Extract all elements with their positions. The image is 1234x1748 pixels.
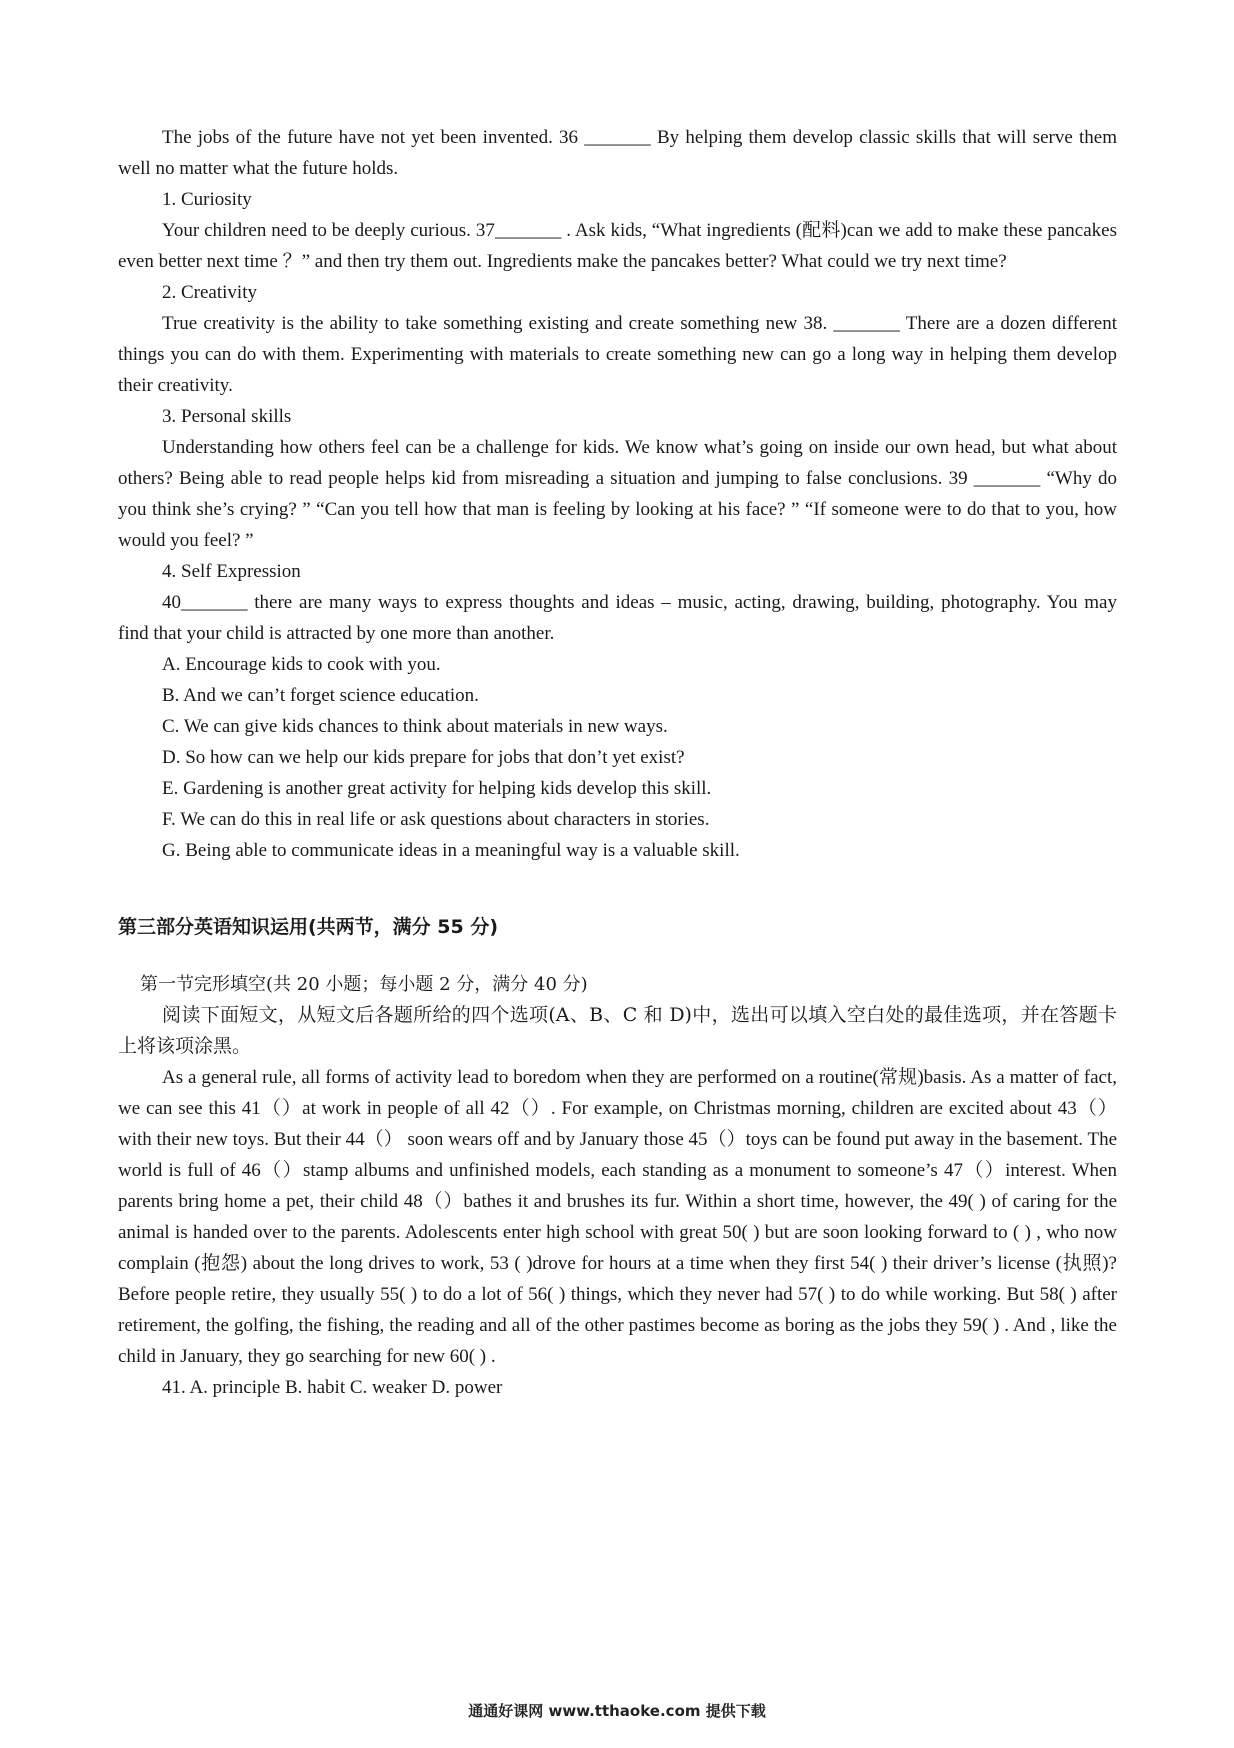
answer-option-c: C. We can give kids chances to think about materials in new ways. [162, 716, 668, 737]
section-heading-personal-skills: 3. Personal skills [162, 406, 292, 427]
section-heading-curiosity: 1. Curiosity [162, 189, 252, 210]
answer-option-g: G. Being able to communicate ideas in a meaningful way is a valuable skill. [162, 840, 740, 861]
answer-option-e: E. Gardening is another great activity for helping kids develop this skill. [162, 778, 712, 799]
cloze-passage: As a general rule, all forms of activity lead to boredom when they are performed on a routine(常规)basis. As a matter of fact, we can see this 41（）at work in people of all 42（）. For example, on Christmas morning, children are excited about 43（） with their new toys. But their 44（） soon wears off and by January those 45（）toys can be found put away in the basement. The world is full of 46（）stamp albums and unfinished models, each standing as a monument to someone’s 47（）interest. When parents bring home a pet, their child 48（）bathes it and brushes its fur. Within a short time, however, the 49( ) of caring for the animal is handed over to the parents. Adolescents enter high school with great 50( ) but are soon looking forward to ( ) , who now complain (抱怨) about the long drives to work, 53 ( )drove for hours at a time when they first 54( ) their driver’s license (执照)? Before people retire, they usually 55( ) to do a lot of 56( ) things, which they never had 57( ) to do while working. But 58( ) after retirement, the golfing, the fishing, the reading and all of the other pastimes become as boring as the jobs they 59( ) . And , like the child in January, they go searching for new 60( ) . [118, 1067, 1117, 1367]
answer-option-f: F. We can do this in real life or ask questions about characters in stories. [162, 809, 710, 830]
page-content [118, 122, 1117, 1403]
spacer [118, 866, 1117, 912]
answer-option-a: A. Encourage kids to cook with you. [162, 654, 441, 675]
section-heading-creativity: 2. Creativity [162, 282, 257, 303]
section-text-curiosity: Your children need to be deeply curious. 37_______ . Ask kids, “What ingredients (配料)can we add to make these pancakes even better next time ？” and then try them out. Ingredients make the pancakes better? What could we try next time? [118, 220, 1117, 272]
answer-option-d: D. So how can we help our kids prepare for jobs that don’t yet exist? [162, 747, 685, 768]
section1-title: 第一节完形填空(共 20 小题；每小题 2 分，满分 40 分) [140, 974, 588, 995]
cloze-instructions: 阅读下面短文，从短文后各题所给的四个选项(A、B、C 和 D)中，选出可以填入空白处的最佳选项，并在答题卡上将该项涂黑。 [118, 1004, 1117, 1057]
spacer [118, 943, 1117, 969]
section-heading-self-expression: 4. Self Expression [162, 561, 301, 582]
footer-watermark: 通通好课网 www.tthaoke.com 提供下载 [468, 1702, 766, 1720]
reading-intro: The jobs of the future have not yet been invented. 36 _______ By helping them develop classic skills that will serve them well no matter what the future holds. [118, 127, 1117, 179]
question-41: 41. A. principle B. habit C. weaker D. power [162, 1377, 503, 1398]
section-text-self-expression: 40_______ there are many ways to express thoughts and ideas – music, acting, drawing, building, photography. You may find that your child is attracted by one more than another. [118, 592, 1117, 644]
part3-title: 第三部分英语知识运用(共两节，满分 55 分) [118, 916, 499, 938]
section-text-personal-skills: Understanding how others feel can be a challenge for kids. We know what’s going on inside our own head, but what about others? Being able to read people helps kid from misreading a situation and jumping to false conclusions. 39 _______ “Why do you think she’s crying? ” “Can you tell how that man is feeling by looking at his face? ” “If someone were to do that to you, how would you feel? ” [118, 437, 1117, 551]
section-text-creativity: True creativity is the ability to take something existing and create something new 38. _______ There are a dozen different things you can do with them. Experimenting with materials to create something new can go a long way in helping them develop their creativity. [118, 313, 1117, 396]
answer-option-b: B. And we can’t forget science education. [162, 685, 479, 706]
